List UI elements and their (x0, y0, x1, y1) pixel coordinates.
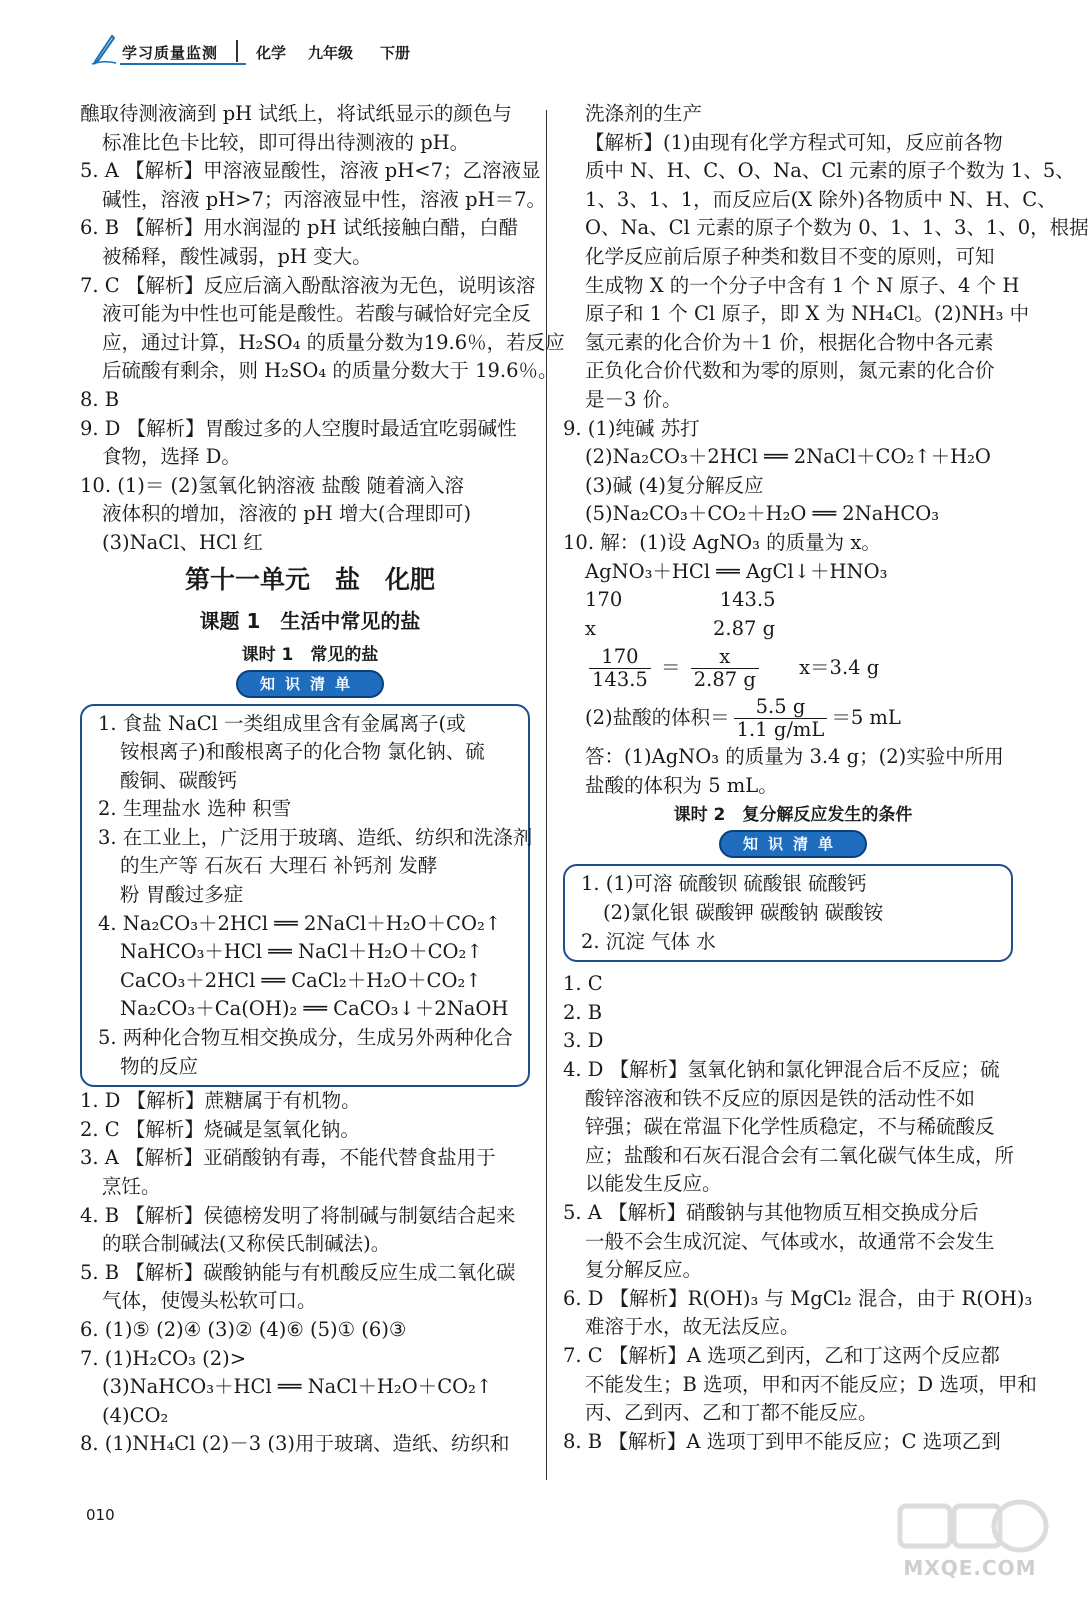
pen-icon (90, 34, 118, 66)
answer-line: 8. B 【解析】A 选项丁到甲不能反应；C 选项乙到 (563, 1429, 1001, 1453)
text-line: 1、3、1、1，而反应后(X 除外)各物质中 N、H、C、 (585, 187, 1057, 211)
period-title: 课时 2 复分解反应发生的条件 (673, 805, 913, 826)
mass-row: x 2.87 g (585, 616, 776, 640)
column-divider (546, 110, 547, 1480)
knowledge-list-badge: 知识清单 (236, 670, 384, 698)
left-column (80, 100, 565, 1459)
text-line: 烹饪。 (102, 1175, 161, 1198)
box-line: (2)氯化银 碳酸钾 碳酸钠 碳酸铵 (603, 901, 884, 925)
text-line: 【解析】(1)由现有化学方程式可知，反应前各物 (585, 130, 1003, 154)
fraction (691, 646, 759, 691)
text-line: 食物，选择 D。 (102, 445, 241, 469)
answer-block-bottom (80, 1087, 530, 1459)
answer-line: 7. C 【解析】A 选项乙到丙，乙和丁这两个反应都 (563, 1343, 1000, 1367)
box-line: NaHCO₃＋HCl ══ NaCl＋H₂O＋CO₂↑ (120, 940, 483, 964)
answer-line: 9. D 【解析】胃酸过多的人空腹时最适宜吃弱碱性 (80, 416, 517, 440)
fraction (589, 646, 651, 691)
box-line: 1. 食盐 NaCl 一类组成里含有金属离子(或 (98, 711, 466, 735)
answer-line: 10. (1)＝ (2)氢氧化钠溶液 盐酸 随着滴入溶 (80, 473, 465, 497)
text-line: 被稀释，酸性减弱，pH 变大。 (102, 244, 372, 268)
equals-sign: ＝ (661, 656, 681, 680)
text-line: 复分解反应。 (585, 1258, 703, 1282)
answer-line: 9. (1)纯碱 苏打 (563, 416, 700, 440)
text-line: (3)NaHCO₃＋HCl ══ NaCl＋H₂O＋CO₂↑ (102, 1375, 493, 1399)
proportion-equation (563, 643, 1013, 693)
badge-wrap (573, 830, 1013, 862)
watermark-logo-icon (880, 1496, 1060, 1556)
answer-line: 5. A 【解析】甲溶液显酸性，溶液 pH<7；乙溶液显 (80, 159, 541, 183)
box-line: 1. (1)可溶 硫酸钡 硫酸银 硫酸钙 (581, 872, 867, 896)
text-line: 酸锌溶液和铁不反应的原因是铁的活动性不如 (585, 1086, 976, 1110)
box-line: 的生产等 石灰石 大理石 补钙剂 发酵 (120, 854, 438, 878)
answer-line: 4. B 【解析】侯德榜发明了将制碱与制氨结合起来 (80, 1203, 516, 1227)
text-line: 盐酸的体积为 5 mL。 (585, 773, 778, 797)
answer-line: 7. (1)H₂CO₃ (2)> (80, 1346, 247, 1370)
box-line: 物的反应 (120, 1054, 199, 1078)
knowledge-list-badge: 知识清单 (719, 830, 867, 858)
watermark-text: MXQE.COM (903, 1556, 1037, 1580)
text-line: 标准比色卡比较，即可得出待测液的 pH。 (102, 130, 470, 154)
text-line: 一般不会生成沉淀、气体或水，故通常不会发生 (585, 1229, 995, 1253)
text-line: 气体，使馒头松软可口。 (102, 1289, 317, 1313)
denominator: 1.1 g/mL (736, 718, 825, 742)
text-line: 不能发生；B 选项，甲和丙不能反应；D 选项，甲和 (585, 1372, 1037, 1396)
answer-line: 5. B 【解析】碳酸钠能与有机酸反应生成二氧化碳 (80, 1260, 516, 1284)
text-line: 氢元素的化合价为＋1 价，根据化合物中各元素 (585, 330, 994, 354)
answer-line: 6. B 【解析】用水润湿的 pH 试纸接触白醋，白醋 (80, 216, 519, 240)
answer-line: 1. C (563, 972, 603, 996)
knowledge-box (80, 704, 533, 1088)
answer-line: 4. D 【解析】氢氧化钠和氯化钾混合后不反应；硫 (563, 1058, 1000, 1082)
box-line: 酸铜、碳酸钙 (120, 768, 238, 792)
text-line: 原子和 1 个 Cl 原子，即 X 为 NH₄Cl。(2)NH₃ 中 (585, 302, 1030, 326)
answer-line: 3. A 【解析】亚硝酸钠有毒，不能代替食盐用于 (80, 1146, 496, 1170)
book-title: 学习质量监测 (122, 44, 219, 62)
result-text: ＝5 mL (831, 706, 901, 730)
equation-line: (2)Na₂CO₃＋2HCl ══ 2NaCl＋CO₂↑＋H₂O (585, 445, 991, 469)
text-line: 后硫酸有剩余，则 H₂SO₄ 的质量分数大于 19.6％。 (102, 359, 558, 383)
volume-prefix: (2)盐酸的体积＝ (585, 706, 730, 730)
box-line: Na₂CO₃＋Ca(OH)₂ ══ CaCO₃↓＋2NaOH (120, 997, 509, 1021)
text-line: 应，通过计算，H₂SO₄ 的质量分数为19.6％，若反应 (102, 330, 565, 354)
answer-block-bottom (563, 970, 1037, 1456)
answer-line: 2. C 【解析】烧碱是氢氧化钠。 (80, 1117, 360, 1141)
answer-line: 3. D (563, 1029, 604, 1053)
answer-block-top (563, 100, 1089, 643)
page-header (86, 34, 986, 68)
header-rule (120, 63, 246, 65)
right-column (563, 100, 1089, 1456)
lesson-title: 课题 1 生活中常见的盐 (199, 608, 421, 633)
watermark (880, 1496, 1060, 1596)
page-number: 010 (86, 1506, 115, 1524)
denominator: 2.87 g (693, 668, 756, 692)
answer-line: 5. A 【解析】硝酸钠与其他物质互相交换成分后 (563, 1201, 979, 1224)
text-line: (3)碱 (4)复分解反应 (585, 473, 764, 497)
mass-row: 170 143.5 (585, 588, 776, 612)
text-line: 答：(1)AgNO₃ 的质量为 3.4 g；(2)实验中所用 (585, 745, 1004, 769)
answer-line: 6. (1)⑤ (2)④ (3)② (4)⑥ (5)① (6)③ (80, 1317, 407, 1341)
box-line: 2. 沉淀 气体 水 (581, 929, 716, 953)
equation-line: (5)Na₂CO₃＋CO₂＋H₂O ══ 2NaHCO₃ (585, 502, 940, 526)
box-line: 4. Na₂CO₃＋2HCl ══ 2NaCl＋H₂O＋CO₂↑ (98, 911, 502, 935)
text-line: 丙、乙到丙、乙和丁都不能反应。 (585, 1401, 878, 1425)
text-line: 液可能为中性也可能是酸性。若酸与碱恰好完全反 (102, 302, 532, 326)
box-line: 铵根离子)和酸根离子的化合物 氯化钠、硫 (120, 740, 485, 764)
answer-block-top (80, 100, 565, 558)
answer-line: 10. 解：(1)设 AgNO₃ 的质量为 x。 (563, 530, 881, 554)
text-line: 的联合制碱法(又称侯氏制碱法)。 (102, 1232, 391, 1256)
text-line: 应；盐酸和石灰石混合会有二氧化碳气体生成，所 (585, 1143, 1015, 1167)
answer-line: 1. D 【解析】蔗糖属于有机物。 (80, 1089, 361, 1113)
text-line: 锌强；碳在常温下化学性质稳定，不与稀硫酸反 (585, 1115, 995, 1139)
knowledge-box (563, 864, 1013, 962)
badge-wrap (90, 670, 530, 702)
denominator: 143.5 (592, 668, 648, 692)
text-line: 是－3 价。 (585, 387, 682, 411)
subject-label: 化学 (256, 44, 287, 62)
volume-label: 下册 (380, 44, 411, 62)
grade-label: 九年级 (308, 44, 354, 62)
text-line: 液体积的增加，溶液的 pH 增大(合理即可) (102, 502, 472, 526)
answer-line: 8. (1)NH₄Cl (2)－3 (3)用于玻璃、造纸、纺织和 (80, 1432, 510, 1456)
box-line: 粉 胃酸过多症 (120, 883, 244, 907)
text-line: 质中 N、H、C、O、Na、Cl 元素的原子个数为 1、5、 (585, 159, 1075, 183)
result-text: x＝3.4 g (799, 656, 880, 680)
period-title: 课时 1 常见的盐 (241, 644, 379, 665)
text-line: 正负化合价代数和为零的原则，氮元素的化合价 (585, 359, 995, 383)
box-line: 2. 生理盐水 选种 积雪 (98, 797, 292, 821)
equation-line: AgNO₃＋HCl ══ AgCl↓＋HNO₃ (585, 559, 888, 583)
fraction (734, 696, 828, 741)
box-line: 5. 两种化合物互相交换成分，生成另外两种化合 (98, 1026, 513, 1050)
answer-line: 7. C 【解析】反应后滴入酚酞溶液为无色，说明该溶 (80, 273, 536, 297)
text-line: 碱性，溶液 pH>7；丙溶液显中性，溶液 pH＝7。 (102, 187, 547, 211)
text-line: 醮取待测液滴到 pH 试纸上，将试纸显示的颜色与 (80, 102, 512, 125)
numerator: x (691, 646, 759, 669)
answer-line: 2. B (563, 1000, 603, 1024)
answer-line: 6. D 【解析】R(OH)₃ 与 MgCl₂ 混合，由于 R(OH)₃ (563, 1286, 1033, 1310)
box-line: CaCO₃＋2HCl ══ CaCl₂＋H₂O＋CO₂↑ (120, 968, 482, 992)
volume-equation (563, 693, 1013, 743)
text-line: 化学反应前后原子种类和数目不变的原则，可知 (585, 244, 995, 268)
numerator: 5.5 g (734, 696, 828, 719)
box-line: 3. 在工业上，广泛用于玻璃、造纸、纺织和洗涤剂 (98, 825, 533, 849)
text-line: (4)CO₂ (102, 1403, 169, 1427)
text-line: 生成物 X 的一个分子中含有 1 个 N 原子、4 个 H (585, 273, 1020, 297)
unit-title: 第十一单元 盐 化肥 (184, 564, 435, 594)
text-line: (3)NaCl、HCl 红 (102, 530, 263, 554)
header-separator (236, 40, 238, 62)
answer-line: 8. B (80, 387, 120, 411)
text-line: O、Na、Cl 元素的原子个数为 0、1、1、3、1、0，根据 (585, 216, 1089, 240)
text-line: 以能发生反应。 (585, 1172, 722, 1196)
text-line: 洗涤剂的生产 (585, 102, 703, 125)
numerator: 170 (589, 646, 651, 669)
text-line: 难溶于水，故无法反应。 (585, 1315, 800, 1339)
